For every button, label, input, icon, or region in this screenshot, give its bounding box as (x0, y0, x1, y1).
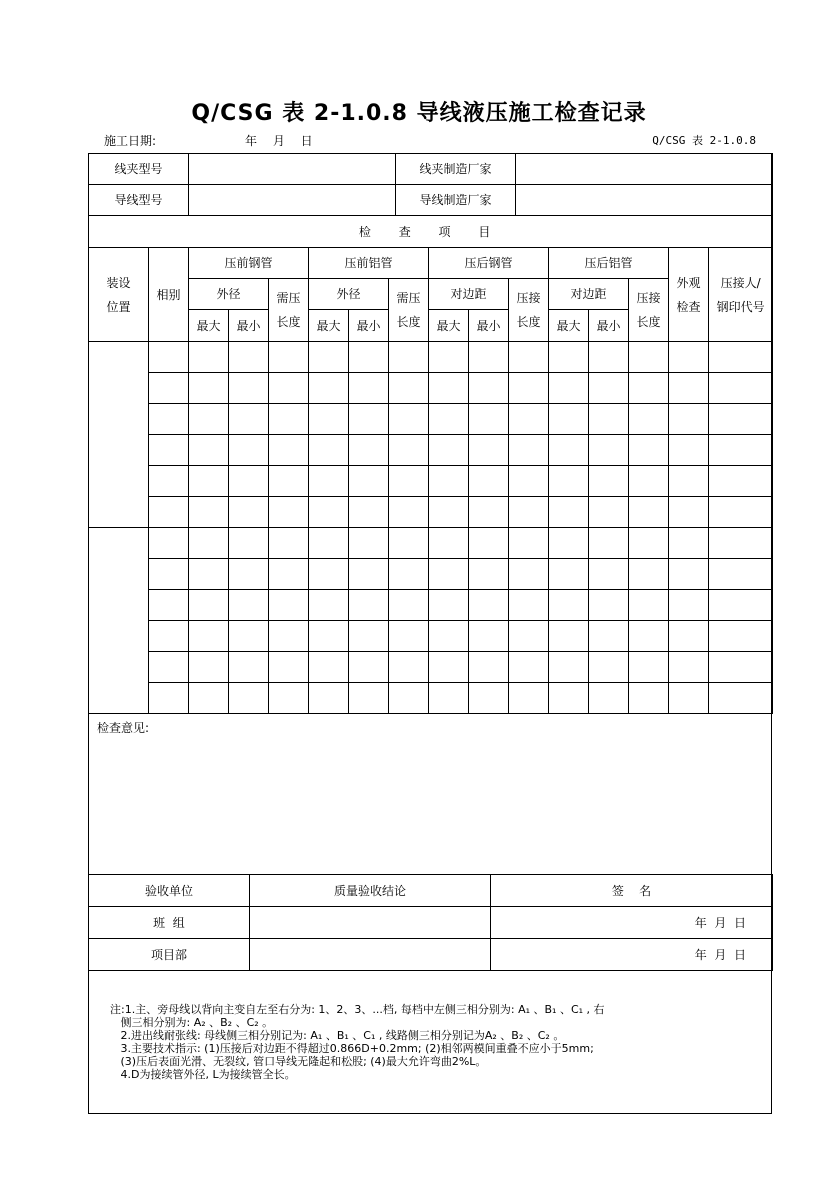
install-position-line1: 装设 (106, 275, 131, 290)
data-cell[interactable] (149, 435, 189, 466)
data-cell[interactable] (509, 621, 549, 652)
need-press-line2: 长度 (276, 315, 301, 329)
construction-date-label: 施工日期: (104, 134, 157, 148)
data-cell[interactable] (549, 683, 589, 714)
data-cell[interactable] (309, 497, 349, 528)
pre-steel-header: 压前钢管 (189, 248, 309, 279)
data-cell[interactable] (349, 435, 389, 466)
data-cell[interactable] (549, 590, 589, 621)
notes (110, 1003, 750, 1081)
data-cell[interactable] (349, 683, 389, 714)
data-cell[interactable] (389, 342, 429, 373)
data-cell[interactable] (269, 373, 309, 404)
pre-steel-outer-dia: 外径 (189, 279, 269, 310)
data-cell[interactable] (229, 466, 269, 497)
inspection-table (88, 215, 773, 714)
dept-conclusion-field[interactable] (250, 939, 491, 971)
data-cell[interactable] (309, 621, 349, 652)
data-cell[interactable] (269, 621, 309, 652)
min-header: 最小 (469, 310, 509, 342)
table-row (89, 342, 773, 373)
post-steel-flat-dist: 对边距 (429, 279, 509, 310)
data-cell[interactable] (349, 373, 389, 404)
data-cell[interactable] (709, 590, 773, 621)
data-cell[interactable] (589, 590, 629, 621)
clamp-maker-field[interactable] (516, 154, 773, 185)
data-cell[interactable] (469, 621, 509, 652)
data-cell[interactable] (149, 559, 189, 590)
data-cell[interactable] (189, 621, 229, 652)
need-press-line1: 需压 (396, 291, 421, 305)
data-cell[interactable] (509, 466, 549, 497)
data-cell[interactable] (589, 621, 629, 652)
data-cell[interactable] (149, 683, 189, 714)
data-cell[interactable] (429, 404, 469, 435)
note-line: 4.D为接续管外径, L为接续管全长。 (110, 1068, 296, 1081)
data-cell[interactable] (229, 559, 269, 590)
data-cell[interactable] (189, 373, 229, 404)
data-cell[interactable] (549, 373, 589, 404)
data-cell[interactable] (469, 342, 509, 373)
clamp-maker-label: 线夹制造厂家 (396, 154, 516, 185)
note-line: 2.进出线耐张线: 母线侧三相分别记为: A₁ 、B₁ 、C₁ , 线路侧三相分别记为A₂ 、B₂ 、C₂ 。 (110, 1029, 565, 1042)
data-cell[interactable] (669, 466, 709, 497)
form-code: Q/CSG 表 2-1.0.8 (652, 134, 756, 147)
data-cell[interactable] (229, 652, 269, 683)
data-cell[interactable] (189, 404, 229, 435)
data-cell[interactable] (469, 435, 509, 466)
wire-maker-field[interactable] (516, 185, 773, 216)
data-cell[interactable] (429, 528, 469, 559)
data-cell[interactable] (389, 528, 429, 559)
data-cell[interactable] (309, 466, 349, 497)
data-cell[interactable] (709, 652, 773, 683)
data-cell[interactable] (629, 342, 669, 373)
data-cell[interactable] (469, 373, 509, 404)
data-cell[interactable] (229, 404, 269, 435)
data-cell[interactable] (709, 342, 773, 373)
data-cell[interactable] (589, 528, 629, 559)
data-cell[interactable] (149, 466, 189, 497)
max-header: 最大 (189, 310, 229, 342)
data-cell[interactable] (189, 435, 229, 466)
data-cell[interactable] (149, 621, 189, 652)
data-cell[interactable] (549, 497, 589, 528)
data-cell[interactable] (549, 466, 589, 497)
note-line: 注:1.主、旁母线以背向主变自左至右分为: 1、2、3、...档, 每档中左侧三相分别为: A₁ 、B₁ 、C₁ , 右 (110, 1003, 605, 1016)
data-cell[interactable] (469, 652, 509, 683)
install-position-cell[interactable] (89, 528, 149, 714)
data-cell[interactable] (189, 342, 229, 373)
data-cell[interactable] (349, 404, 389, 435)
need-press-line2: 长度 (396, 315, 421, 329)
data-cell[interactable] (629, 590, 669, 621)
data-cell[interactable] (389, 590, 429, 621)
table-row (89, 404, 773, 435)
data-cell[interactable] (669, 342, 709, 373)
data-cell[interactable] (429, 652, 469, 683)
data-cell[interactable] (629, 621, 669, 652)
data-cell[interactable] (149, 590, 189, 621)
data-cell[interactable] (269, 590, 309, 621)
data-cell[interactable] (629, 373, 669, 404)
wire-model-label: 导线型号 (89, 185, 189, 216)
data-cell[interactable] (629, 497, 669, 528)
data-cell[interactable] (589, 559, 629, 590)
data-cell[interactable] (589, 404, 629, 435)
presser-line2: 钢印代号 (716, 299, 765, 314)
install-position-cell[interactable] (89, 342, 149, 528)
data-cell[interactable] (349, 528, 389, 559)
data-cell[interactable] (269, 497, 309, 528)
data-cell[interactable] (509, 652, 549, 683)
data-cell[interactable] (669, 373, 709, 404)
data-cell[interactable] (189, 528, 229, 559)
data-cell[interactable] (629, 652, 669, 683)
data-cell[interactable] (269, 683, 309, 714)
data-cell[interactable] (669, 404, 709, 435)
data-cell[interactable] (189, 466, 229, 497)
data-cell[interactable] (349, 342, 389, 373)
data-cell[interactable] (349, 466, 389, 497)
press-len-line1: 压接 (636, 291, 661, 305)
table-row (89, 528, 773, 559)
data-cell[interactable] (709, 497, 773, 528)
data-cell[interactable] (189, 683, 229, 714)
data-cell[interactable] (229, 590, 269, 621)
data-cell[interactable] (469, 404, 509, 435)
data-cell[interactable] (469, 590, 509, 621)
min-header: 最小 (349, 310, 389, 342)
data-cell[interactable] (509, 373, 549, 404)
data-cell[interactable] (349, 559, 389, 590)
data-cell[interactable] (469, 466, 509, 497)
team-signature-date[interactable]: 年 月 日 (491, 907, 773, 939)
data-cell[interactable] (469, 528, 509, 559)
data-cell[interactable] (269, 342, 309, 373)
data-cell[interactable] (389, 404, 429, 435)
data-cell[interactable] (589, 497, 629, 528)
signature-label: 签 名 (491, 875, 773, 907)
data-cell[interactable] (469, 683, 509, 714)
presser-header (709, 248, 773, 342)
data-cell[interactable] (429, 590, 469, 621)
press-len-line1: 压接 (516, 291, 541, 305)
install-position-header (89, 248, 149, 342)
data-cell[interactable] (509, 528, 549, 559)
data-cell[interactable] (229, 497, 269, 528)
data-cell[interactable] (189, 590, 229, 621)
table-row (89, 590, 773, 621)
team-label: 班 组 (89, 907, 250, 939)
data-cell[interactable] (549, 435, 589, 466)
max-header: 最大 (549, 310, 589, 342)
data-cell[interactable] (629, 466, 669, 497)
appearance-line1: 外观 (676, 275, 701, 290)
acceptance-unit-label: 验收单位 (89, 875, 250, 907)
data-cell[interactable] (669, 652, 709, 683)
page-title: Q/CSG 表 2-1.0.8 导线液压施工检查记录 (191, 101, 647, 126)
pre-al-outer-dia: 外径 (309, 279, 389, 310)
data-cell[interactable] (229, 621, 269, 652)
appearance-header (669, 248, 709, 342)
data-cell[interactable] (229, 683, 269, 714)
data-cell[interactable] (669, 590, 709, 621)
data-cell[interactable] (629, 435, 669, 466)
post-al-press-len (629, 279, 669, 342)
post-al-flat-dist: 对边距 (549, 279, 629, 310)
data-cell[interactable] (589, 342, 629, 373)
data-cell[interactable] (149, 373, 189, 404)
data-cell[interactable] (509, 342, 549, 373)
data-cell[interactable] (549, 404, 589, 435)
data-cell[interactable] (229, 435, 269, 466)
team-conclusion-field[interactable] (250, 907, 491, 939)
data-cell[interactable] (709, 559, 773, 590)
data-cell[interactable] (669, 528, 709, 559)
presser-line1: 压接人/ (720, 275, 761, 290)
press-len-line2: 长度 (516, 315, 541, 329)
data-cell[interactable] (349, 497, 389, 528)
min-header: 最小 (229, 310, 269, 342)
data-cell[interactable] (549, 621, 589, 652)
data-cell[interactable] (709, 435, 773, 466)
data-cell[interactable] (509, 559, 549, 590)
data-cell[interactable] (589, 466, 629, 497)
post-al-header: 压后铝管 (549, 248, 669, 279)
data-cell[interactable] (309, 404, 349, 435)
note-line: 侧三相分别为: A₂ 、B₂ 、C₂ 。 (110, 1016, 274, 1029)
data-cell[interactable] (669, 559, 709, 590)
data-cell[interactable] (429, 683, 469, 714)
data-cell[interactable] (629, 559, 669, 590)
data-cell[interactable] (429, 373, 469, 404)
post-steel-press-len (509, 279, 549, 342)
data-cell[interactable] (149, 342, 189, 373)
data-cell[interactable] (389, 497, 429, 528)
data-cell[interactable] (589, 435, 629, 466)
data-cell[interactable] (189, 559, 229, 590)
data-cell[interactable] (429, 621, 469, 652)
table-row (89, 373, 773, 404)
project-dept-label: 项目部 (89, 939, 250, 971)
max-header: 最大 (309, 310, 349, 342)
data-cell[interactable] (189, 652, 229, 683)
pre-al-header: 压前铝管 (309, 248, 429, 279)
table-row (89, 621, 773, 652)
min-header: 最小 (589, 310, 629, 342)
data-cell[interactable] (309, 559, 349, 590)
inspection-opinion-label: 检查意见: (97, 721, 150, 735)
data-cell[interactable] (429, 559, 469, 590)
press-len-line2: 长度 (636, 315, 661, 329)
data-cell[interactable] (269, 559, 309, 590)
data-cell[interactable] (549, 528, 589, 559)
data-cell[interactable] (549, 652, 589, 683)
data-cell[interactable] (309, 683, 349, 714)
data-cell[interactable] (709, 466, 773, 497)
data-cell[interactable] (269, 404, 309, 435)
data-cell[interactable] (309, 342, 349, 373)
data-cell[interactable] (469, 497, 509, 528)
wire-model-field[interactable] (189, 185, 396, 216)
data-cell[interactable] (349, 590, 389, 621)
data-cell[interactable] (709, 528, 773, 559)
data-cell[interactable] (709, 683, 773, 714)
data-cell[interactable] (309, 652, 349, 683)
data-cell[interactable] (669, 435, 709, 466)
data-cell[interactable] (309, 373, 349, 404)
data-cell[interactable] (389, 683, 429, 714)
data-cell[interactable] (509, 497, 549, 528)
data-cell[interactable] (389, 559, 429, 590)
data-cell[interactable] (149, 497, 189, 528)
data-cell[interactable] (229, 373, 269, 404)
note-line: 3.主要技术指示: (1)压接后对边距不得超过0.866D+0.2mm; (2)相邻两模间重叠不应小于5mm; (110, 1042, 594, 1055)
data-cell[interactable] (509, 590, 549, 621)
data-cell[interactable] (389, 435, 429, 466)
data-cell[interactable] (709, 621, 773, 652)
signature-table (88, 874, 773, 971)
check-items-header: 检 查 项 目 (89, 216, 773, 248)
data-cell[interactable] (269, 466, 309, 497)
table-row (89, 652, 773, 683)
data-cell[interactable] (189, 497, 229, 528)
data-cell[interactable] (669, 497, 709, 528)
clamp-model-field[interactable] (189, 154, 396, 185)
data-cell[interactable] (469, 559, 509, 590)
data-rows (89, 342, 773, 714)
data-cell[interactable] (429, 497, 469, 528)
data-cell[interactable] (629, 528, 669, 559)
data-cell[interactable] (629, 404, 669, 435)
data-cell[interactable] (349, 652, 389, 683)
phase-header: 相别 (149, 248, 189, 342)
data-cell[interactable] (549, 342, 589, 373)
install-position-line2: 位置 (106, 299, 131, 314)
data-cell[interactable] (669, 683, 709, 714)
table-row (89, 559, 773, 590)
data-cell[interactable] (389, 652, 429, 683)
need-press-line1: 需压 (276, 291, 301, 305)
data-cell[interactable] (309, 435, 349, 466)
data-cell[interactable] (389, 373, 429, 404)
table-row (89, 497, 773, 528)
data-cell[interactable] (429, 435, 469, 466)
max-header: 最大 (429, 310, 469, 342)
quality-conclusion-label: 质量验收结论 (250, 875, 491, 907)
data-cell[interactable] (269, 435, 309, 466)
pre-steel-need-press (269, 279, 309, 342)
construction-date-value[interactable]: 年 月 日 (245, 134, 313, 148)
data-cell[interactable] (589, 652, 629, 683)
data-cell[interactable] (349, 621, 389, 652)
data-cell[interactable] (149, 528, 189, 559)
data-cell[interactable] (229, 342, 269, 373)
data-cell[interactable] (269, 528, 309, 559)
data-cell[interactable] (509, 435, 549, 466)
data-cell[interactable] (549, 559, 589, 590)
data-cell[interactable] (309, 528, 349, 559)
pre-al-need-press (389, 279, 429, 342)
data-cell[interactable] (509, 683, 549, 714)
data-cell[interactable] (149, 652, 189, 683)
clamp-model-label: 线夹型号 (89, 154, 189, 185)
data-cell[interactable] (429, 466, 469, 497)
wire-maker-label: 导线制造厂家 (396, 185, 516, 216)
data-cell[interactable] (669, 621, 709, 652)
table-row (89, 435, 773, 466)
data-cell[interactable] (269, 652, 309, 683)
table-row (89, 466, 773, 497)
data-cell[interactable] (589, 373, 629, 404)
note-line: (3)压后表面光滑、无裂纹, 管口导线无隆起和松股; (4)最大允许弯曲2%L。 (110, 1055, 487, 1068)
data-cell[interactable] (509, 404, 549, 435)
data-cell[interactable] (429, 342, 469, 373)
data-cell[interactable] (589, 683, 629, 714)
data-cell[interactable] (229, 528, 269, 559)
data-cell[interactable] (309, 590, 349, 621)
post-steel-header: 压后钢管 (429, 248, 549, 279)
header-info-table (88, 153, 773, 216)
appearance-line2: 检查 (676, 299, 701, 314)
table-row (89, 683, 773, 714)
data-cell[interactable] (709, 404, 773, 435)
dept-signature-date[interactable]: 年 月 日 (491, 939, 773, 971)
data-cell[interactable] (709, 373, 773, 404)
data-cell[interactable] (629, 683, 669, 714)
data-cell[interactable] (389, 466, 429, 497)
data-cell[interactable] (389, 621, 429, 652)
data-cell[interactable] (149, 404, 189, 435)
